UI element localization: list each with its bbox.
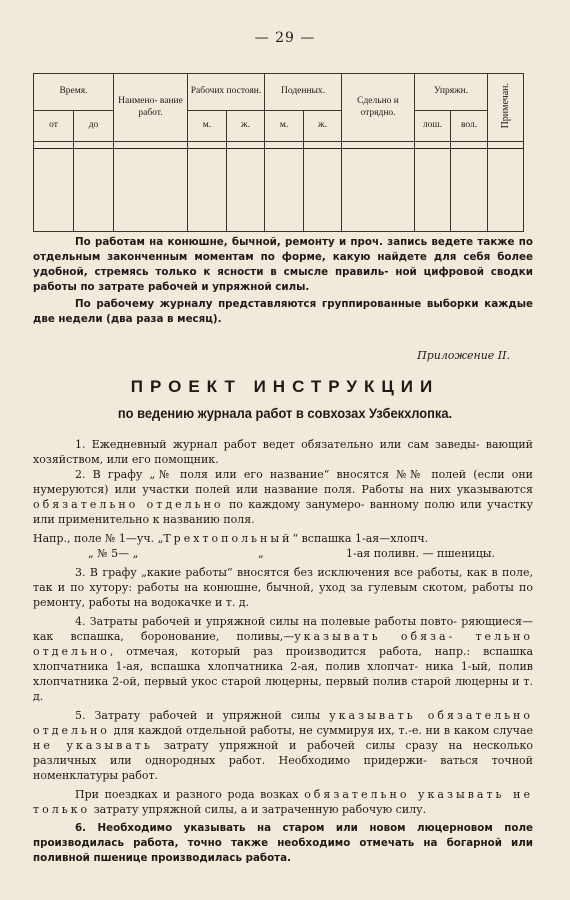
paragraph-5-trips	[33, 787, 533, 817]
instruction-title: ПРОЕКТ ИНСТРУКЦИИ	[130, 377, 440, 396]
header-note: Примечан.	[499, 82, 511, 129]
example-1-field-name: Трехтопольный	[163, 532, 293, 545]
header-time: Время.	[34, 74, 114, 111]
paragraph-stables: По работам на конюшне, бычной, ремонту и проч. запись ведете также по отдельным законченным моментам по форме, какую найдете для себя более удобной, стремясь только к ясности в смысле правиль- ной цифровой сводки работы по затрате рабочей и упряжной силы.	[33, 236, 533, 293]
header-daily-women: ж.	[304, 111, 342, 142]
example-2-text-c: 1-ая поливн. — пшеницы.	[346, 547, 496, 560]
header-perm-women: ж.	[227, 111, 265, 142]
table-divider-row	[34, 142, 524, 149]
example-2-text-a: „ № 5— „	[88, 547, 139, 560]
paragraph-5-text-b: для каждой отдельной работы, не суммируя их, т.-е. ни в каком случае	[113, 724, 534, 737]
header-workers-permanent: Рабочих постоян.	[188, 74, 265, 111]
paragraph-1: 1. Ежедневный журнал работ ведет обязательно или сам заведы- вающий хозяйством, или его помощник.	[33, 438, 533, 466]
paragraph-5-text-a: 5. Затрату рабочей и упряжной силы	[75, 709, 321, 722]
header-works-name: Наимено- вание работ.	[114, 74, 188, 142]
paragraph-2-text-b: по каждому занумеро- ванному полю или участку или применительно к названию поля.	[33, 498, 534, 526]
paragraph-2	[33, 467, 533, 527]
header-daily-workers: Поденных.	[265, 74, 342, 111]
header-note-cell	[488, 74, 524, 142]
paragraph-4-emphasis: указывать обяза- тельно отдельно	[33, 630, 533, 658]
header-piecework: Сдельно и отрядно.	[342, 74, 415, 142]
example-line-2	[33, 546, 533, 561]
page-number: — 29 —	[254, 30, 316, 46]
paragraph-5-trips-emphasis: обязательно указывать не только	[33, 788, 533, 816]
work-journal-table	[33, 73, 524, 232]
paragraph-6: 6. Необходимо указывать на старом или новом люцерновом поле производилась работа, точно также необходимо отмечать на богарной или поливной пшенице производилась работа.	[33, 822, 533, 864]
stables-paragraph-block	[33, 235, 533, 327]
paragraph-5-trips-text-b: затрату упряжной силы, а и затраченную рабочую силу.	[93, 803, 427, 816]
paragraph-2-text-a: 2. В графу „№ поля или его название“ вносятся №№ полей (если они нумеруются) или участки полей или название поля. Работы на них указываются	[33, 468, 533, 496]
paragraph-5-trips-text-a: При поездках и разного рода возках	[75, 788, 299, 801]
example-line-1	[33, 531, 533, 546]
table-row	[34, 149, 524, 232]
appendix-label: Приложение II.	[417, 349, 510, 362]
instruction-subtitle: по ведению журнала работ в совхозах Узбекхлопка.	[117, 405, 453, 421]
instruction-body	[33, 437, 533, 866]
header-daily-men: м.	[265, 111, 304, 142]
paragraph-4-text-b: , отмечая, который раз производится работа, напр.: вспашка хлопчатника 1-ая, вспашка хлопчатника 2-ая, полив хлопчат- ника 1-ый, полив хлопчатника 2-ой, первый укос старой люцерны, первый полив старой люцерны и т. д.	[33, 645, 533, 703]
header-time-to: до	[74, 111, 114, 142]
example-1-text-a: Напр., поле № 1—уч. „	[33, 532, 164, 545]
example-2-ditto: „	[258, 547, 264, 560]
paragraph-5	[33, 708, 533, 783]
header-perm-men: м.	[188, 111, 227, 142]
paragraph-4-text-a: 4. Затраты рабочей и упряжной силы на полевые работы повто- ряющиеся—как вспашка, боронование, поливы,—	[33, 615, 533, 643]
paragraph-2-emphasis: обязательно отдельно	[33, 498, 224, 511]
paragraph-3: 3. В графу „какие работы“ вносятся без исключения все работы, как в поле, так и по хутору: работы на конюшне, бычной, уход за гулевым скотом, работы по ремонту, работы на водокачке и т. д.	[33, 566, 533, 609]
paragraph-journal: По рабочему журналу представляются группированные выборки каждые две недели (два раза в месяц).	[33, 298, 533, 325]
example-1-text-b: “ вспашка 1-ая—хлопч.	[292, 532, 429, 545]
header-harness-horse: лош.	[415, 111, 451, 142]
header-harness: Упряжн.	[415, 74, 488, 111]
paragraph-4	[33, 614, 533, 704]
paragraph-5-emphasis-2: не указывать	[33, 739, 153, 752]
header-harness-ox: вол.	[451, 111, 488, 142]
header-time-from: от	[34, 111, 74, 142]
paragraph-5-emphasis-1: указывать обязательно отдельно	[33, 709, 534, 737]
paragraph-5-text-c: затрату упряжной и рабочей силы сразу на несколько различных или однородных работ. Необходимо придержи- ваться точной номенклатуры работ.	[33, 739, 534, 782]
